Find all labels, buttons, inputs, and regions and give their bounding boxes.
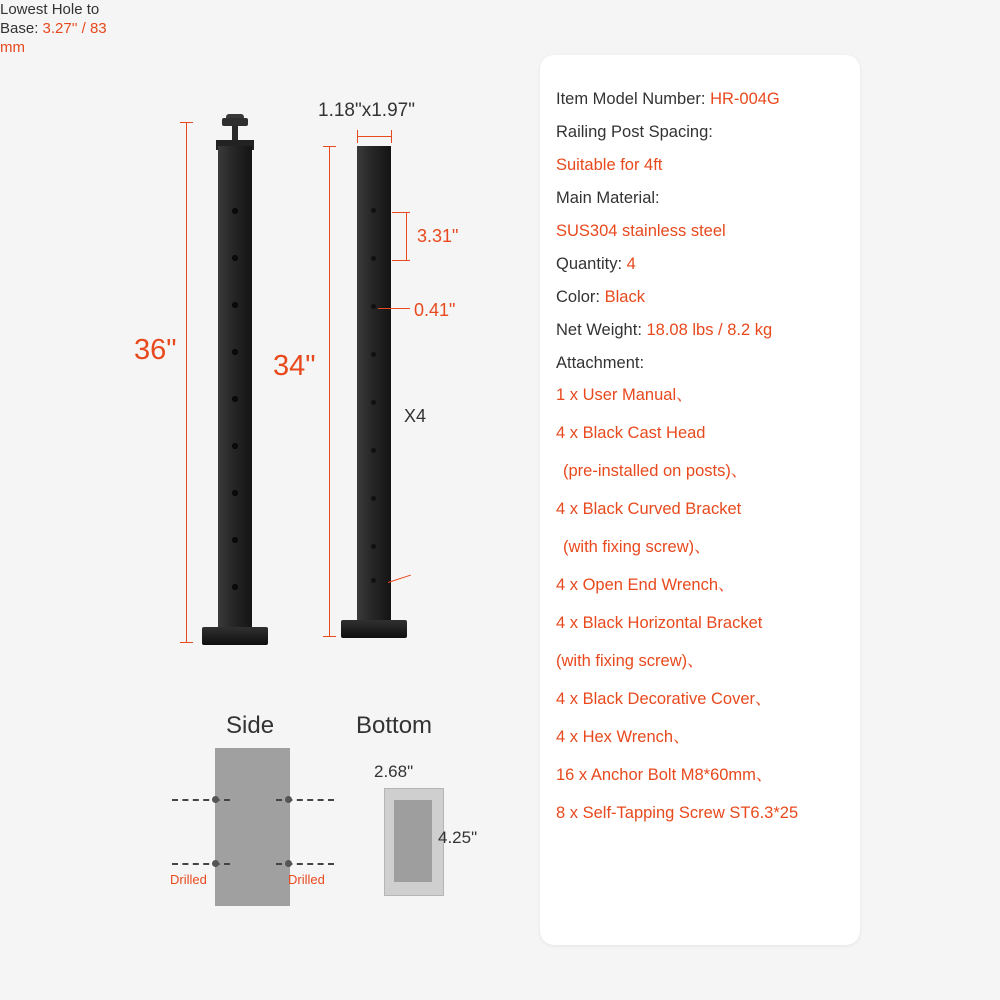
spec-label-material: Main Material: — [556, 189, 660, 207]
cable-hole — [371, 400, 376, 405]
label-hole-spacing: 3.31" — [417, 226, 459, 246]
spec-row-quantity — [556, 253, 856, 275]
spec-label-color: Color: — [556, 288, 601, 306]
spec-value-weight: 18.08 lbs / 8.2 kg — [646, 321, 773, 339]
spec-label-weight: Net Weight: — [556, 321, 642, 339]
cable-hole — [232, 255, 238, 261]
spec-value-spacing: Suitable for 4ft — [556, 156, 663, 174]
cable-hole — [232, 302, 238, 308]
post-left — [218, 146, 252, 634]
dimension-line-hole-spacing — [406, 212, 407, 260]
cable-hole — [371, 578, 376, 583]
label-base-length: 4.25" — [438, 828, 478, 847]
label-post-height: 34" — [273, 350, 316, 382]
attachment-item: 4 x Black Curved Bracket — [556, 500, 742, 518]
cable-hole — [371, 304, 376, 309]
label-hole-diameter: 0.41" — [414, 300, 456, 320]
attachment-list — [556, 385, 856, 824]
dimension-line-total-height — [186, 122, 187, 642]
leader-line — [378, 308, 410, 309]
attachment-item: 4 x Black Horizontal Bracket — [556, 614, 763, 632]
spec-value-quantity: 4 — [626, 255, 636, 273]
spec-label-spacing: Railing Post Spacing: — [556, 123, 713, 141]
cable-hole — [232, 208, 238, 214]
cable-hole — [371, 544, 376, 549]
cable-hole — [371, 208, 376, 213]
drill-point — [285, 796, 292, 803]
attachment-item: (with fixing screw)、 — [563, 538, 711, 556]
spec-row-spacing-label — [556, 121, 856, 143]
leader-line — [392, 212, 410, 213]
post-right — [357, 146, 391, 626]
dimension-tick — [323, 636, 336, 637]
label-cross-section: 1.18"x1.97" — [318, 100, 415, 121]
label-quantity-marker: X4 — [404, 406, 427, 426]
spec-row-color — [556, 286, 856, 308]
attachment-item: 1 x User Manual、 — [556, 386, 693, 404]
spec-row-material-label — [556, 187, 856, 209]
spec-list — [556, 88, 856, 841]
side-view-guide — [172, 799, 230, 801]
attachment-item: 4 x Black Decorative Cover、 — [556, 690, 772, 708]
attachment-item: (pre-installed on posts)、 — [563, 462, 748, 480]
label-total-height: 36" — [134, 334, 177, 366]
leader-line — [392, 260, 410, 261]
label-lowest-hole-text: Lowest Hole to Base: — [0, 1, 100, 37]
bottom-view-inner — [394, 800, 432, 882]
dimension-tick — [180, 122, 193, 123]
attachment-item: (with fixing screw)、 — [556, 652, 704, 670]
dimension-tick — [357, 130, 358, 143]
cable-hole — [371, 256, 376, 261]
cable-hole — [232, 490, 238, 496]
cable-hole — [232, 537, 238, 543]
post-base-right — [341, 620, 407, 638]
dimension-line-post-height — [329, 146, 330, 636]
attachment-item: 4 x Hex Wrench、 — [556, 728, 690, 746]
dimension-tick — [323, 146, 336, 147]
cast-head — [222, 118, 248, 126]
spec-row-attachment-label — [556, 352, 856, 374]
attachment-item: 4 x Open End Wrench、 — [556, 576, 735, 594]
spec-value-color: Black — [604, 288, 645, 306]
spec-label-model: Item Model Number: — [556, 90, 706, 108]
dimension-tick — [180, 642, 193, 643]
spec-value-material: SUS304 stainless steel — [556, 222, 726, 240]
cast-head-stem — [232, 126, 238, 140]
spec-label-quantity: Quantity: — [556, 255, 623, 273]
label-drilled-left: Drilled — [170, 872, 207, 887]
label-base-width: 2.68" — [374, 762, 414, 781]
leader-line — [388, 575, 411, 583]
drill-point — [212, 860, 219, 867]
spec-label-attachment: Attachment: — [556, 354, 645, 372]
cable-hole — [371, 352, 376, 357]
attachment-item: 16 x Anchor Bolt M8*60mm、 — [556, 766, 773, 784]
cable-hole — [232, 584, 238, 590]
dimension-tick — [391, 130, 392, 143]
dimension-line-cross-section — [357, 136, 391, 137]
cable-hole — [371, 448, 376, 453]
spec-row-weight — [556, 319, 856, 341]
drill-point — [285, 860, 292, 867]
bottom-view-title: Bottom — [356, 712, 433, 739]
cable-hole — [232, 443, 238, 449]
side-view-body — [215, 748, 290, 906]
cable-hole — [232, 396, 238, 402]
cable-hole — [232, 349, 238, 355]
cable-hole — [371, 496, 376, 501]
side-view-title: Side — [226, 712, 275, 739]
post-base-left — [202, 627, 268, 645]
spec-row-model — [556, 88, 856, 110]
label-drilled-right: Drilled — [288, 872, 325, 887]
label-lowest-hole — [0, 0, 110, 57]
attachment-item: 4 x Black Cast Head — [556, 424, 706, 442]
drill-point — [212, 796, 219, 803]
side-view-guide — [172, 863, 230, 865]
label-lowest-hole-value: 3.27'' / 83 mm — [0, 20, 107, 56]
attachment-item: 8 x Self-Tapping Screw ST6.3*25 — [556, 804, 799, 822]
spec-value-model: HR-004G — [710, 90, 780, 108]
